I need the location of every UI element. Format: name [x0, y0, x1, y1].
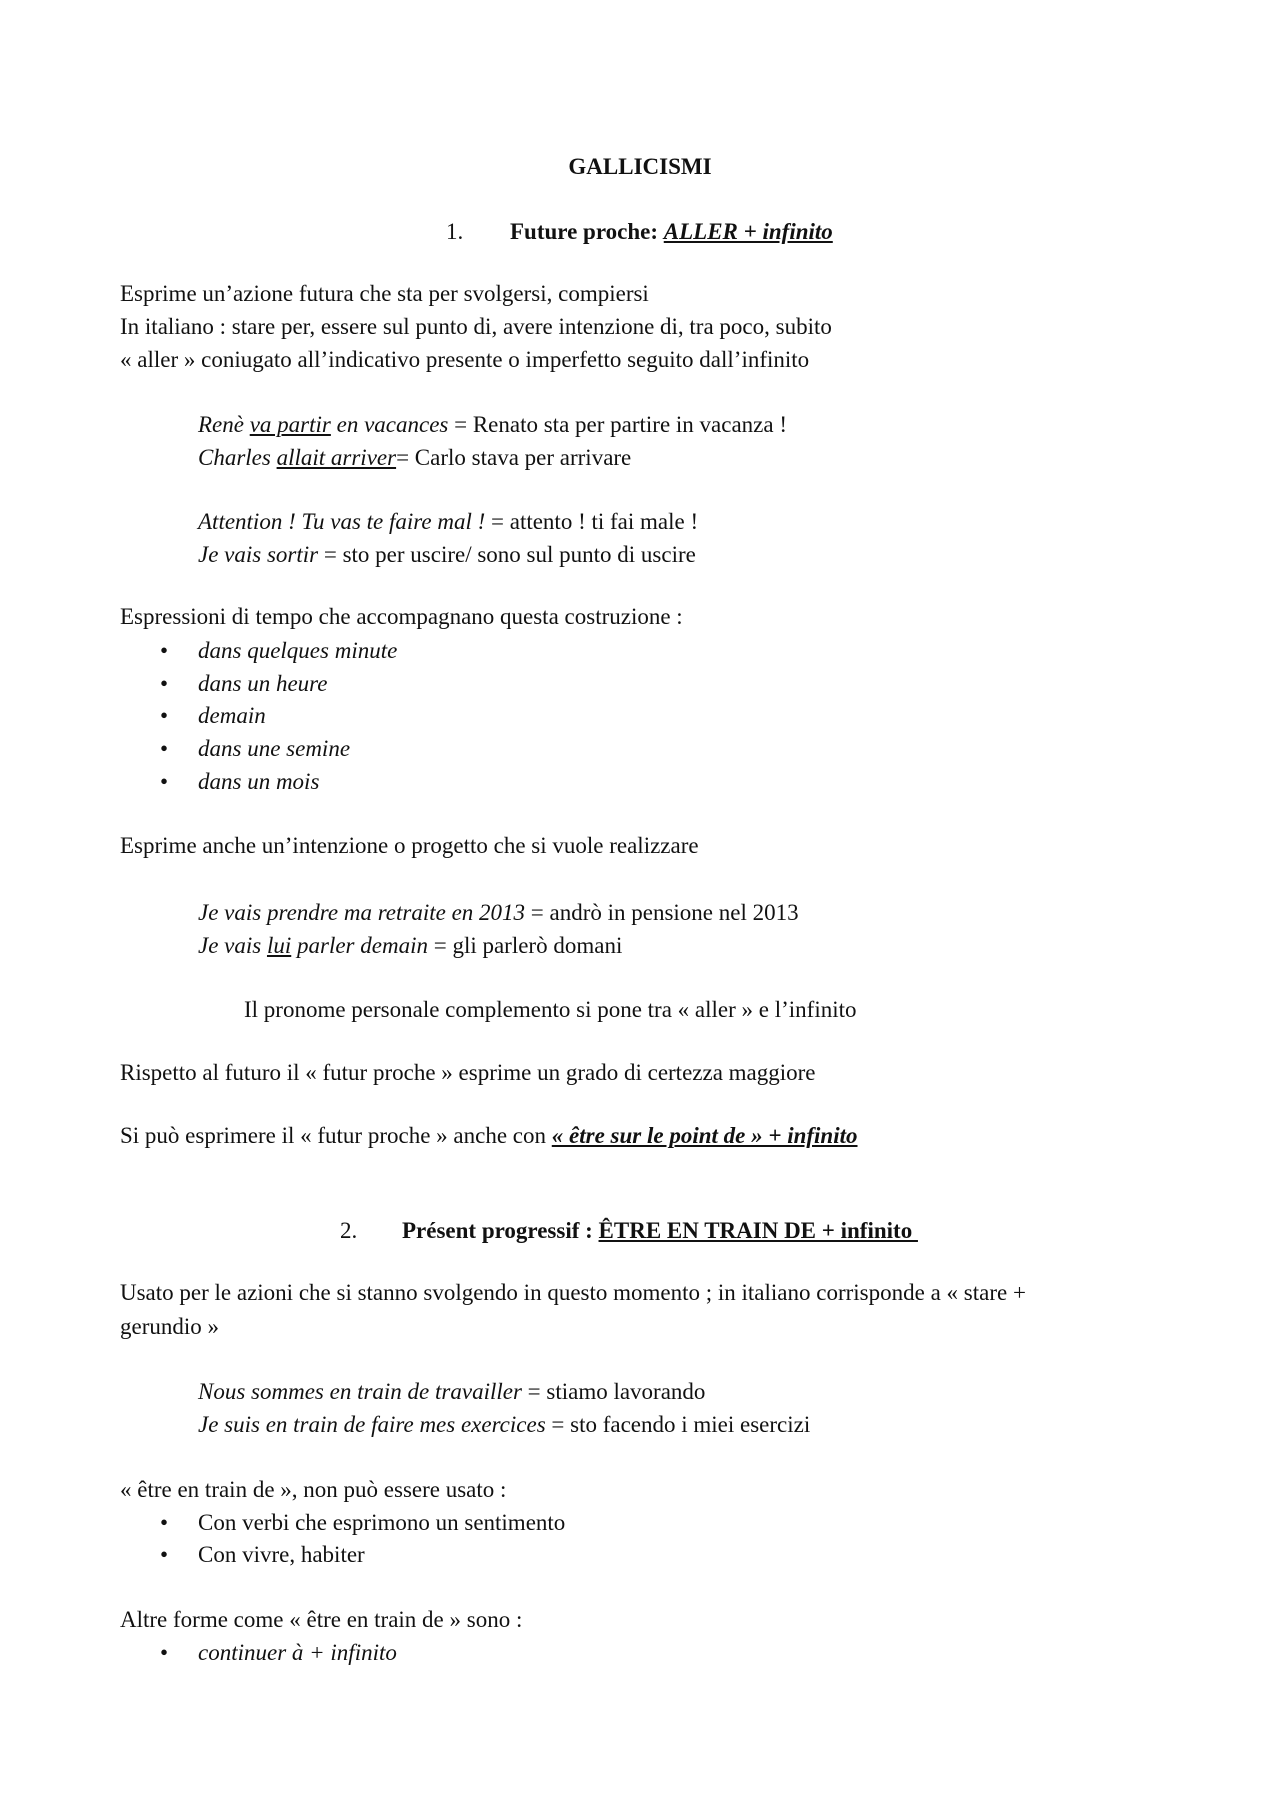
restriction-list-item: Con vivre, habiter: [198, 1542, 365, 1567]
example-rene: Renè va partir en vacances = Renato sta per partire in vacanza !: [198, 412, 788, 437]
pronoun-note: Il pronome personale complemento si pone tra « aller » e l’infinito: [244, 997, 857, 1022]
section-1-intro-3: « aller » coniugato all’indicativo presente o imperfetto seguito dall’infinito: [120, 347, 810, 372]
restriction-list-item: Con verbi che esprimono un sentimento: [198, 1510, 566, 1535]
example-travailler: Nous sommes en train de travailler = stiamo lavorando: [198, 1379, 706, 1404]
section-2-heading-prefix: Présent progressif :: [402, 1218, 599, 1243]
time-list-item: dans un mois: [198, 769, 320, 794]
example-exercices: Je suis en train de faire mes exercices = sto facendo i miei esercizi: [198, 1412, 811, 1437]
section-1-intro-1: Esprime un’azione futura che sta per svolgersi, compiersi: [120, 281, 649, 306]
alt-expression: Si può esprimere il « futur proche » anche con « être sur le point de » + infinito: [120, 1123, 858, 1148]
time-expressions-intro: Espressioni di tempo che accompagnano questa costruzione :: [120, 604, 683, 629]
bullet-icon: •: [159, 1542, 169, 1567]
example-retraite: Je vais prendre ma retraite en 2013 = andrò in pensione nel 2013: [198, 900, 799, 925]
certainty-text: Rispetto al futuro il « futur proche » esprime un grado di certezza maggiore: [120, 1060, 816, 1085]
time-list-item: dans quelques minute: [198, 638, 398, 663]
section-2-number: 2.: [340, 1218, 358, 1243]
other-forms-intro: Altre forme come « être en train de » sono :: [120, 1607, 523, 1632]
bullet-icon: •: [159, 1640, 169, 1665]
time-list-item: dans un heure: [198, 671, 328, 696]
document-title: GALLICISMI: [568, 154, 712, 179]
bullet-icon: •: [159, 769, 169, 794]
section-1-heading-formula: ALLER + infinito: [663, 219, 833, 244]
bullet-icon: •: [159, 703, 169, 728]
section-2-heading: [402, 1214, 918, 1247]
section-2-intro-1: Usato per le azioni che si stanno svolgendo in questo momento ; in italiano corrisponde a « stare +: [120, 1280, 1026, 1305]
bullet-icon: •: [159, 638, 169, 663]
example-lui-parler: Je vais lui parler demain = gli parlerò domani: [198, 933, 623, 958]
bullet-icon: •: [159, 736, 169, 761]
section-2-heading-formula: ÊTRE EN TRAIN DE + infinito: [598, 1218, 918, 1243]
bullet-icon: •: [159, 671, 169, 696]
section-1-number: 1.: [446, 219, 464, 244]
section-1-heading: [510, 215, 833, 248]
restriction-intro: « être en train de », non può essere usato :: [120, 1477, 507, 1502]
time-list-item: dans une semine: [198, 736, 351, 761]
section-2-intro-2: gerundio »: [120, 1314, 220, 1339]
example-charles: Charles allait arriver= Carlo stava per arrivare: [198, 445, 632, 470]
bullet-icon: •: [159, 1510, 169, 1535]
example-attention: Attention ! Tu vas te faire mal ! = attento ! ti fai male !: [198, 509, 699, 534]
intention-text: Esprime anche un’intenzione o progetto che si vuole realizzare: [120, 833, 699, 858]
section-1-intro-2: In italiano : stare per, essere sul punto di, avere intenzione di, tra poco, subito: [120, 314, 832, 339]
other-forms-list-item: continuer à + infinito: [198, 1640, 397, 1665]
example-je-vais-sortir: Je vais sortir = sto per uscire/ sono sul punto di uscire: [198, 542, 696, 567]
time-list-item: demain: [198, 703, 266, 728]
section-1-heading-prefix: Future proche:: [510, 219, 664, 244]
